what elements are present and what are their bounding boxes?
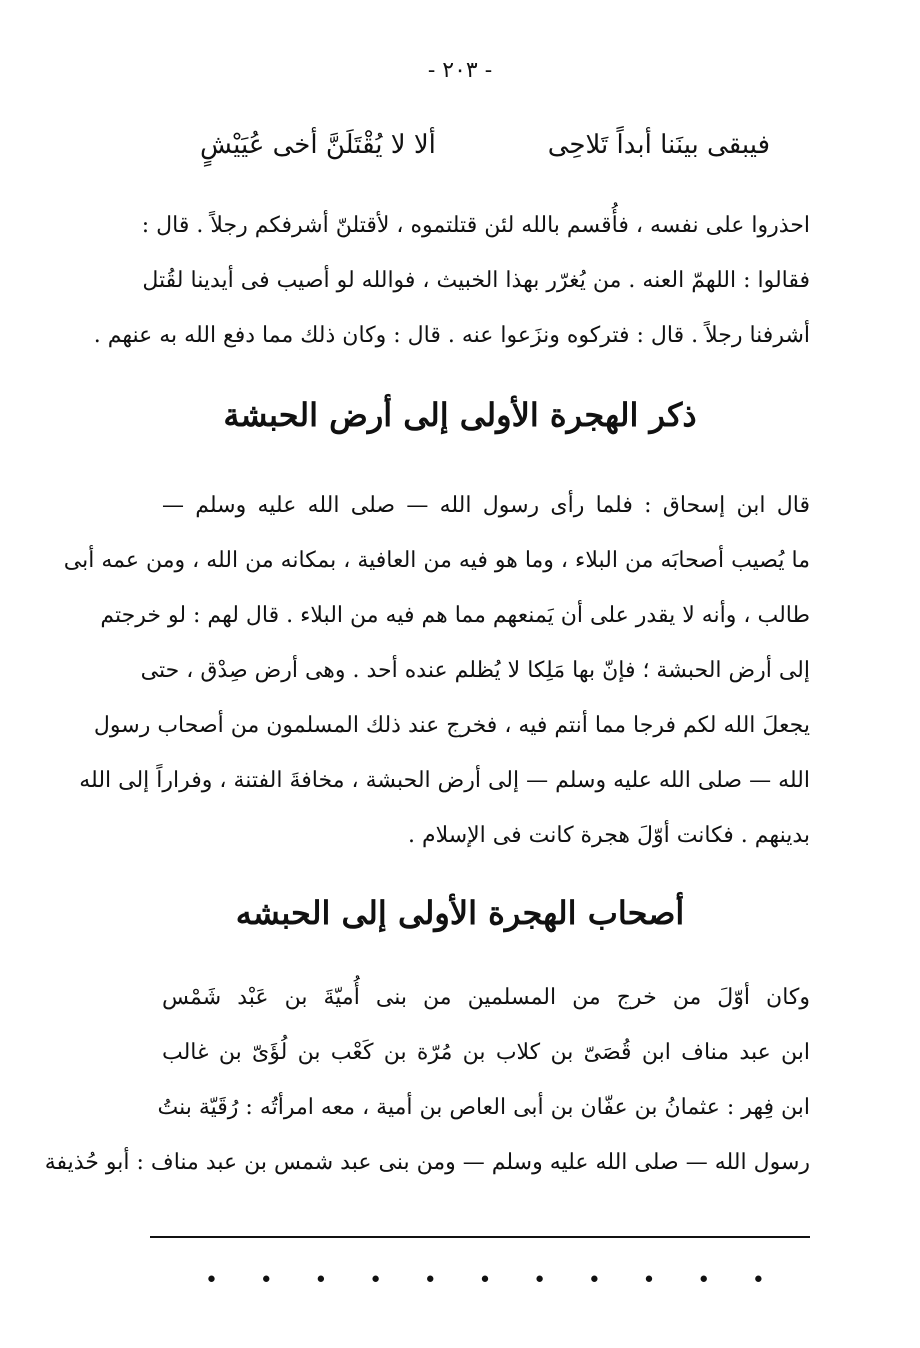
paragraph-1 (93, 198, 810, 363)
footer-rule (150, 1236, 810, 1238)
section-heading-2: أصحاب الهجرة الأولى إلى الحبشه (235, 894, 685, 932)
paragraph-line: طالب ، وأنه لا يقدر على أن يَمنعهم مما هم فيه من البلاء . قال لهم : لو خرجتم (100, 603, 810, 628)
paragraph-line: وكان أوّلَ من خرج من المسلمين من بنى أُميّةَ بن عَبْد شَمْس (162, 985, 810, 1010)
paragraph-line: يجعلَ الله لكم فرجا مما أنتم فيه ، فخرج عند ذلك المسلمون من أصحاب رسول (93, 713, 810, 738)
paragraph-line: قال ابن إسحاق : فلما رأى رسول الله — صلى الله عليه وسلم — (162, 493, 810, 518)
paragraph-line: الله — صلى الله عليه وسلم — إلى أرض الحبشة ، مخافةَ الفتنة ، وفراراً إلى الله (79, 768, 810, 793)
poem-hemistich-1: ألا لا يُقْتَلَنَّ أخى عُيَيْشٍ (200, 130, 436, 160)
footer-dot: • (478, 1268, 492, 1293)
footer-dot: • (533, 1268, 547, 1293)
footer-dot: • (697, 1268, 711, 1293)
paragraph-line: ابن عبد مناف ابن قُصَىّ بن كلاب بن مُرّة بن كَعْب بن لُؤَىّ بن غالب (162, 1040, 810, 1065)
footer-dot: • (205, 1268, 218, 1293)
footer-dot: • (259, 1268, 273, 1293)
paragraph-line: ما يُصيب أصحابَه من البلاء ، وما هو فيه من العافية ، بمكانه من الله ، ومن عمه أبى (63, 548, 810, 573)
paragraph-line: أشرفنا رجلاً . قال : فتركوه ونزَعوا عنه . قال : وكان ذلك مما دفع الله به عنهم . (93, 323, 810, 348)
paragraph-line: احذروا على نفسه ، فأُقسم بالله لئن قتلتموه ، لأقتلنّ أشرفكم رجلاً . قال : (141, 213, 810, 238)
poem-hemistich-2: فيبقى بينَنا أبداً تَلاحِى (547, 130, 770, 160)
paragraph-line: فقالوا : اللهمّ العنه . من يُغرّر بهذا الخبيث ، فوالله لو أصيب فى أيدينا لقُتل (142, 268, 810, 293)
poem-verse (200, 130, 770, 160)
paragraph-line: إلى أرض الحبشة ؛ فإنّ بها مَلِكا لا يُظلم عنده أحد . وهى أرض صِدْق ، حتى (140, 658, 810, 683)
footer-dot: • (314, 1268, 328, 1293)
paragraph-line: بدينهم . فكانت أوّلَ هجرة كانت فى الإسلام . (407, 823, 810, 848)
paragraph-line: رسول الله — صلى الله عليه وسلم — ومن بنى عبد شمس بن عبد مناف : أبو حُذيفة (44, 1150, 810, 1175)
footer-dots (205, 1268, 765, 1293)
page-number: - ٢٠٣ - (427, 58, 493, 83)
footer-dot: • (642, 1268, 656, 1293)
paragraph-2 (63, 478, 810, 863)
section-heading-1: ذكر الهجرة الأولى إلى أرض الحبشة (223, 396, 697, 434)
paragraph-3 (44, 970, 810, 1190)
footer-dot: • (423, 1268, 437, 1293)
paragraph-line: ابن فِهر : عثمانُ بن عفّان بن أبى العاص بن أمية ، معه امرأتُه : رُقَيّة بنتُ (157, 1095, 810, 1120)
footer-dot: • (369, 1268, 383, 1293)
footer-dot: • (751, 1268, 765, 1293)
footer-dot: • (587, 1268, 601, 1293)
